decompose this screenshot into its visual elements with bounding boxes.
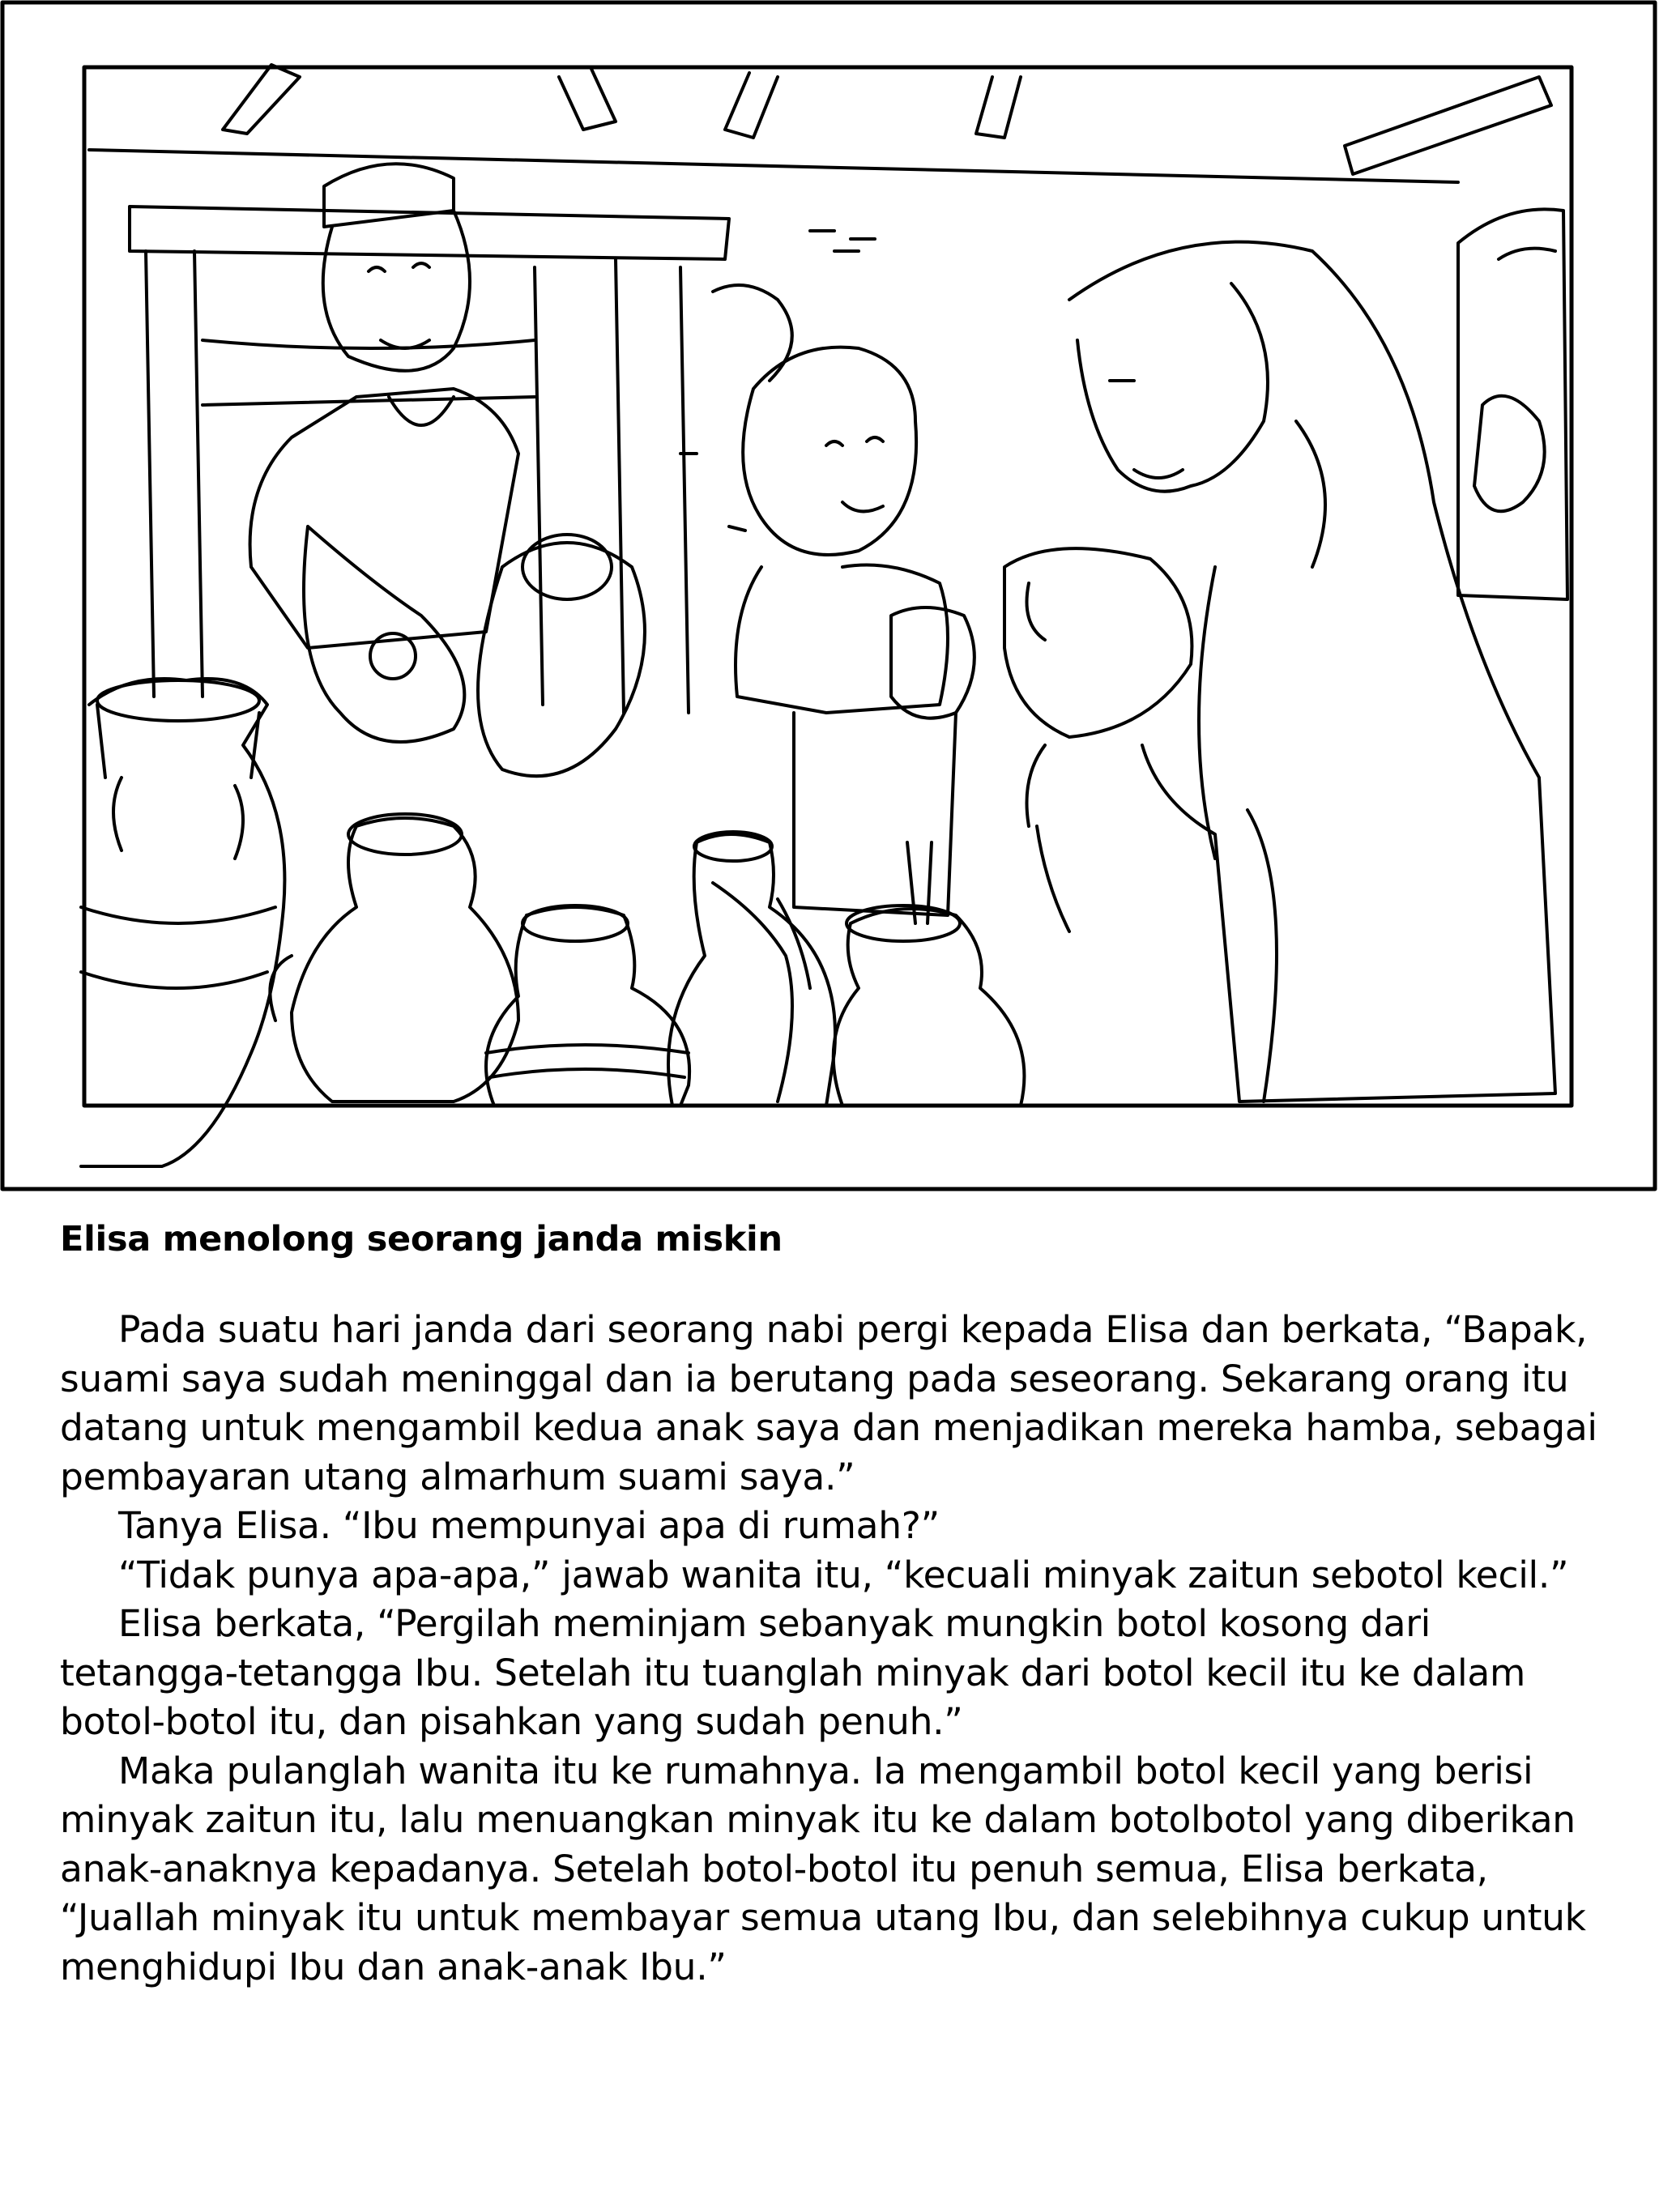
jug-left [270, 814, 518, 1102]
wall-marks [680, 231, 875, 531]
story-body [60, 1306, 1599, 1992]
story-paragraph: Tanya Elisa. “Ibu mempunyai apa di rumah?” [118, 1504, 940, 1547]
woman [1069, 242, 1555, 1102]
story-section [60, 1215, 1599, 1992]
story-paragraph: Pada suatu hari janda dari seorang nabi pergi kepada Elisa dan berkata, “Bapak, suami saya sudah meninggal dan ia berutang pada seseorang. Sekarang orang itu datang untuk mengambil kedua anak saya dan menjadikan mereka hamba, sebagai pembayaran utang almarhum suami saya.” [60, 1308, 1597, 1498]
boy-left [250, 164, 518, 742]
big-jar-left [81, 679, 284, 1166]
ceiling-beams [89, 65, 1551, 182]
story-title: Elisa menolong seorang janda miskin [60, 1219, 783, 1259]
woman-jar [1004, 548, 1192, 931]
story-paragraph: Maka pulanglah wanita itu ke rumahnya. Ia mengambil botol kecil yang berisi minyak zaitun itu, lalu menuangkan minyak itu ke dalam botolbotol yang diberikan anak-anaknya kepadanya. Setelah botol-botol itu penuh semua, Elisa berkata, “Juallah minyak itu untuk membayar semua utang Ibu, dan selebihnya cukup untuk menghidupi Ibu dan anak-anak Ibu.” [60, 1749, 1586, 1988]
story-paragraph: “Tidak punya apa-apa,” jawab wanita itu, “kecuali minyak zaitun sebotol kecil.” [118, 1553, 1569, 1596]
rope-jar [668, 832, 835, 1106]
scene-border [84, 67, 1572, 1106]
window [1458, 209, 1567, 599]
story-paragraph: Elisa berkata, “Pergilah meminjam sebanyak mungkin botol kosong dari tetangga-tetangga Ibu. Setelah itu tuanglah minyak dari botol kecil itu ke dalam botol-botol itu, dan pisahkan yang sudah penuh.” [60, 1602, 1525, 1743]
boy-middle [736, 347, 975, 915]
filled-jar [834, 842, 1025, 1106]
